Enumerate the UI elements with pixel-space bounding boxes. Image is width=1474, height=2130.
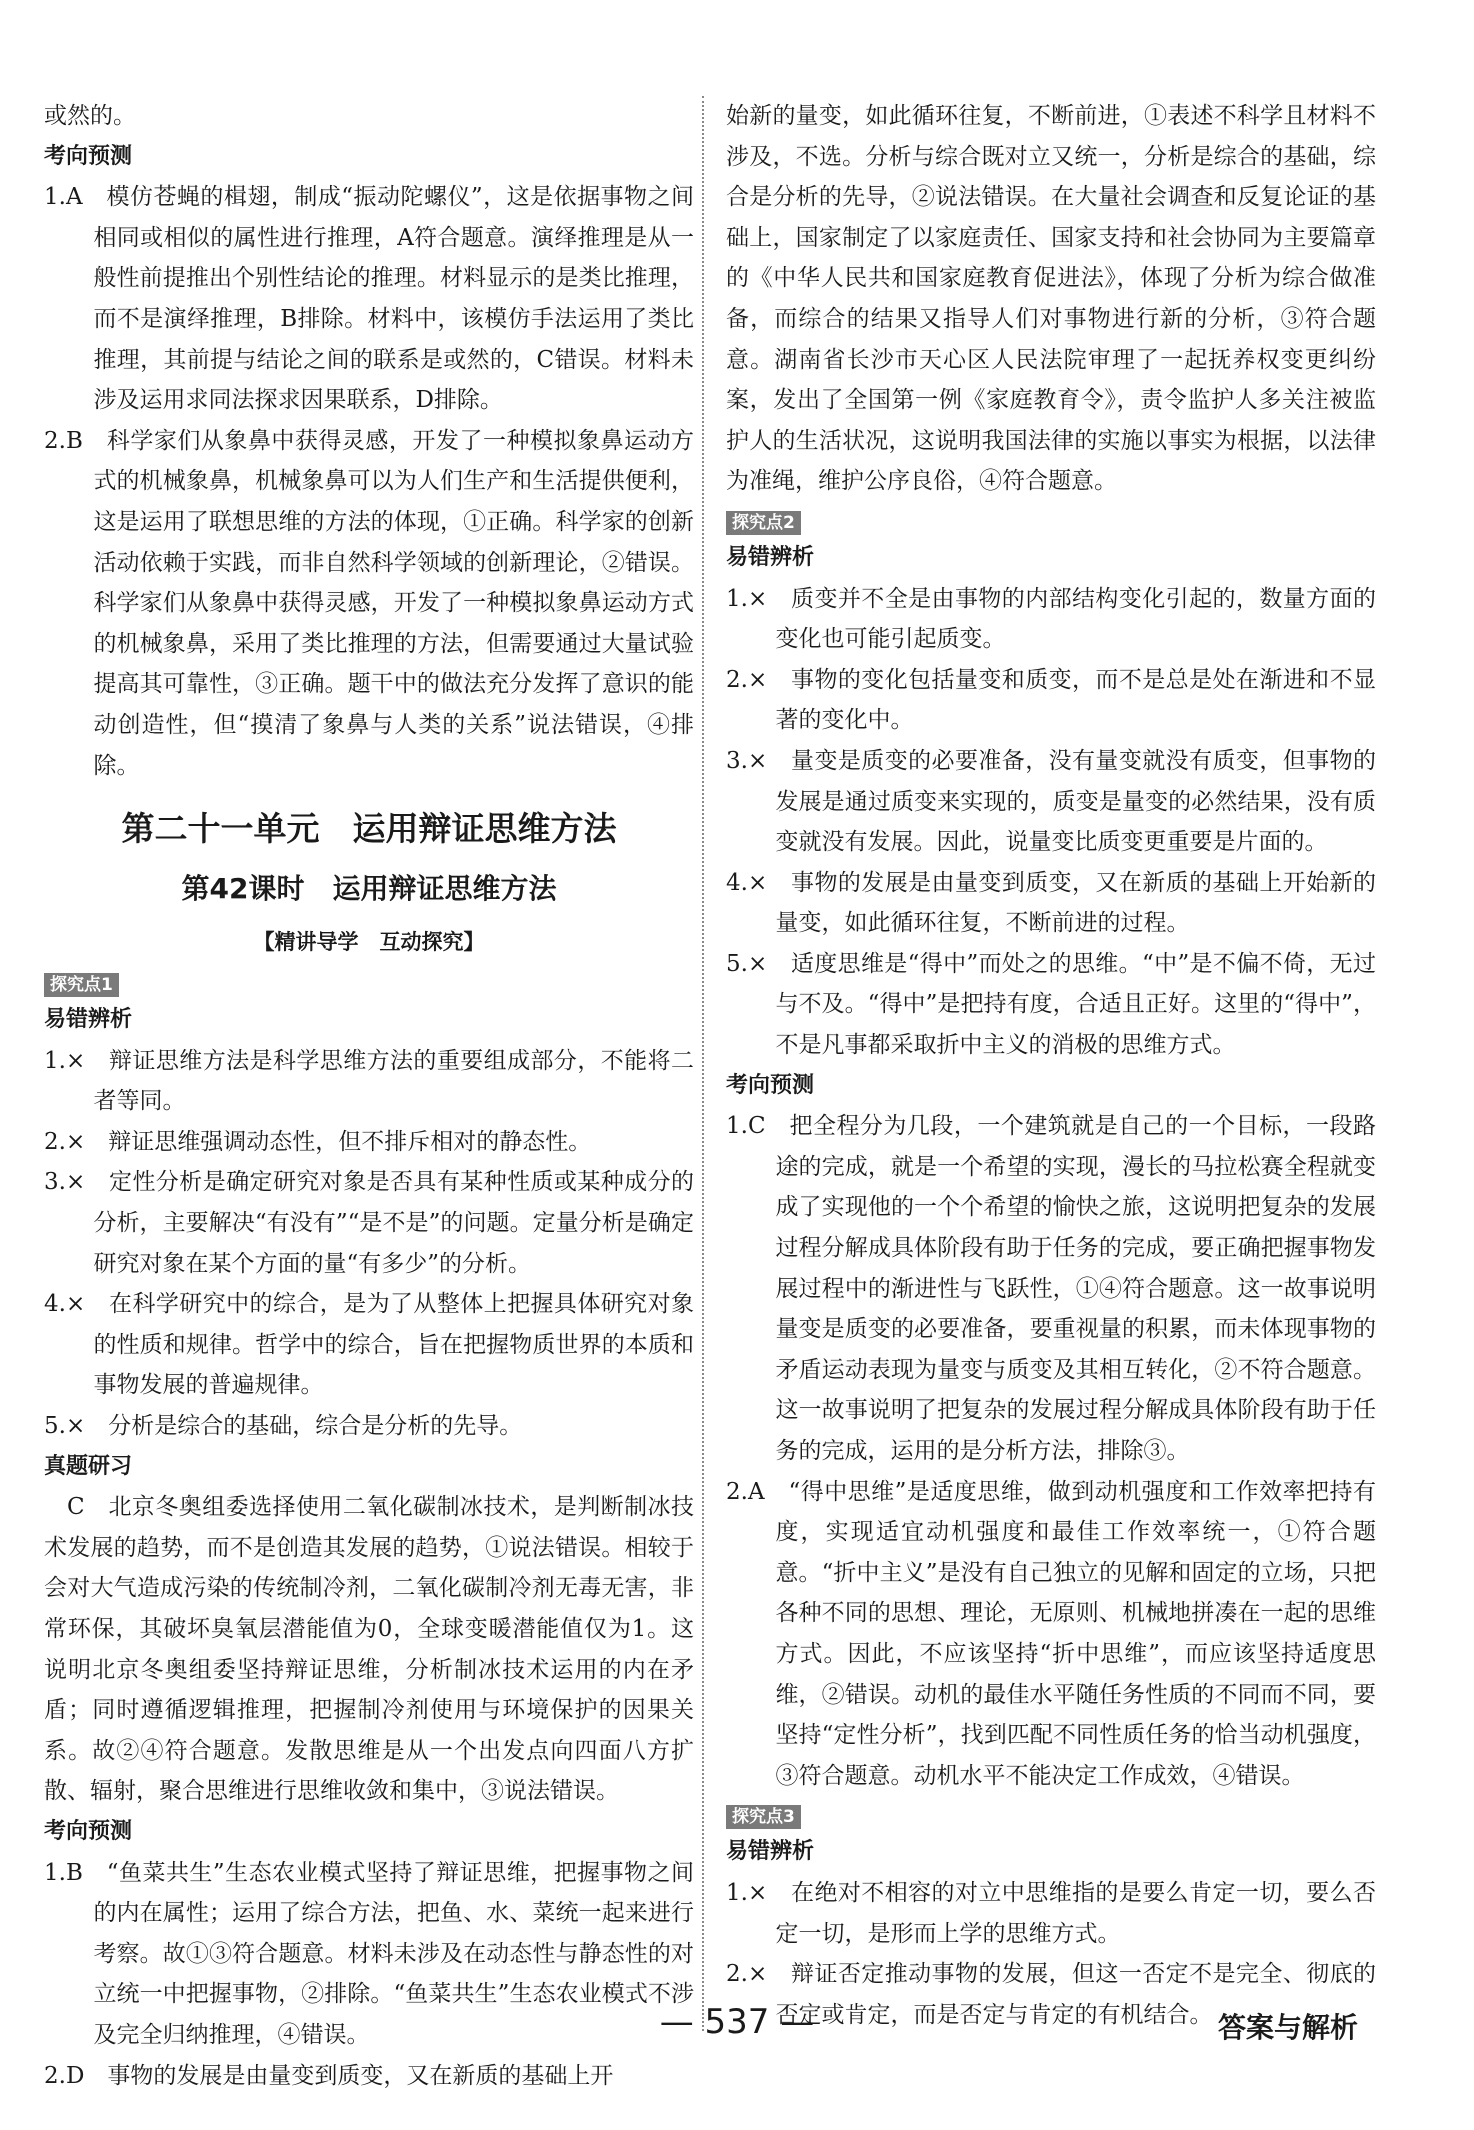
answer-item: 2.× 事物的变化包括量变和质变，而不是总是处在渐进和不显著的变化中。 bbox=[726, 666, 1376, 734]
sub-title: 【精讲导学 互动探究】 bbox=[253, 930, 485, 955]
answer-item: 4.× 事物的发展是由量变到质变，又在新质的基础上开始新的量变，如此循环往复，不断前进的过程。 bbox=[726, 869, 1376, 937]
answer-item: 1.B “鱼菜共生”生态农业模式坚持了辩证思维，把握事物之间的内在属性；运用了综合方法，把鱼、水、菜统一起来进行考察。故①③符合题意。材料未涉及在动态性与静态性的对立统一中把握事物，②排除。“鱼菜共生”生态农业模式不涉及完全归纳推理，④错误。 bbox=[44, 1859, 694, 2048]
section-badge: 探究点1 bbox=[44, 973, 119, 997]
answer-item: 2.D 事物的发展是由量变到质变，又在新质的基础上开 bbox=[44, 2062, 614, 2089]
answer-item: 1.× 在绝对不相容的对立中思维指的是要么肯定一切，要么否定一切，是形而上学的思维方式。 bbox=[726, 1879, 1376, 1947]
unit-title: 第二十一单元 运用辩证思维方法 bbox=[121, 809, 617, 849]
paragraph: 或然的。 bbox=[44, 103, 136, 129]
section-heading: 易错辨析 bbox=[726, 544, 815, 570]
answer-item: 2.A “得中思维”是适度思维，做到动机强度和工作效率把持有度，实现适宜动机强度和最佳工作效率统一，①符合题意。“折中主义”是没有自己独立的见解和固定的立场，只把各种不同的思想、理论，无原则、机械地拼凑在一起的思维方式。因此，不应该坚持“折中思维”，而应该坚持适度思维，②错误。动机的最佳水平随任务性质的不同而不同，要坚持“定性分析”，找到匹配不同性质任务的恰当动机强度，③符合题意。动机水平不能决定工作成效，④错误。 bbox=[726, 1478, 1376, 1789]
paragraph: 始新的量变，如此循环往复，不断前进，①表述不科学且材料不涉及，不选。分析与综合既对立又统一，分析是综合的基础，综合是分析的先导，②说法错误。在大量社会调查和反复论证的基础上，国家制定了以家庭责任、国家支持和社会协同为主要篇章的《中华人民共和国家庭教育促进法》，体现了分析为综合做准备，而综合的结果又指导人们对事物进行新的分析，③符合题意。湖南省长沙市天心区人民法院审理了一起抚养权变更纠纷案，发出了全国第一例《家庭教育令》，责令监护人多关注被监护人的生活状况，这说明我国法律的实施以事实为根据，以法律为准绳，维护公序良俗，④符合题意。 bbox=[726, 103, 1376, 495]
answer-item: 5.× 分析是综合的基础，综合是分析的先导。 bbox=[44, 1413, 523, 1440]
column-divider bbox=[702, 96, 704, 2031]
answer-item: 1.× 质变并不全是由事物的内部结构变化引起的，数量方面的变化也可能引起质变。 bbox=[726, 585, 1376, 653]
section-heading: 易错辨析 bbox=[726, 1839, 815, 1865]
answer-item: 3.× 定性分析是确定研究对象是否具有某种性质或某种成分的分析，主要解决“有没有”“是不是”的问题。定量分析是确定研究对象在某个方面的量“有多少”的分析。 bbox=[44, 1169, 694, 1277]
answer-item: 2.B 科学家们从象鼻中获得灵感，开发了一种模拟象鼻运动方式的机械象鼻，机械象鼻可以为人们生产和生活提供便利，这是运用了联想思维的方法的体现，①正确。科学家的创新活动依赖于实践，而非自然科学领域的创新理论，②错误。科学家们从象鼻中获得灵感，开发了一种模拟象鼻运动方式的机械象鼻，采用了类比推理的方法，但需要通过大量试验提高其可靠性，③正确。题干中的做法充分发挥了意识的能动创造性，但“摸清了象鼻与人类的关系”说法错误，④排除。 bbox=[44, 427, 694, 779]
answer-item: 1.A 模仿苍蝇的楫翅，制成“振动陀螺仪”，这是依据事物之间相同或相似的属性进行推理，A符合题意。演绎推理是从一般性前提推出个别性结论的推理。材料显示的是类比推理，而不是演绎推理，B排除。材料中，该模仿手法运用了类比推理，其前提与结论之间的联系是或然的，C错误。材料未涉及运用求同法探求因果联系，D排除。 bbox=[44, 184, 694, 414]
section-heading: 易错辨析 bbox=[44, 1007, 133, 1033]
section-heading: 考向预测 bbox=[44, 143, 133, 169]
right-column bbox=[726, 96, 1376, 2035]
section-heading: 真题研习 bbox=[44, 1453, 133, 1479]
section-heading: 考向预测 bbox=[44, 1818, 133, 1844]
section-badge: 探究点3 bbox=[726, 1805, 801, 1829]
section-badge: 探究点2 bbox=[726, 511, 801, 535]
section-heading: 考向预测 bbox=[726, 1072, 815, 1098]
left-column bbox=[44, 96, 694, 2096]
answer-item: 3.× 量变是质变的必要准备，没有量变就没有质变，但事物的发展是通过质变来实现的，质变是量变的必然结果，没有质变就没有发展。因此，说量变比质变更重要是片面的。 bbox=[726, 747, 1376, 856]
answer-item: 2.× 辩证思维强调动态性，但不排斥相对的静态性。 bbox=[44, 1128, 592, 1155]
answer-item: 1.× 辩证思维方法是科学思维方法的重要组成部分，不能将二者等同。 bbox=[44, 1047, 694, 1115]
paragraph: C 北京冬奥组委选择使用二氧化碳制冰技术，是判断制冰技术发展的趋势，而不是创造其发展的趋势，①说法错误。相较于会对大气造成污染的传统制冷剂，二氧化碳制冷剂无毒无害，非常环保，其破坏臭氧层潜能值为0，全球变暖潜能值仅为1。这说明北京冬奥组委坚持辩证思维，分析制冰技术运用的内在矛盾；同时遵循逻辑推理，把握制冷剂使用与环境保护的因果关系。故②④符合题意。发散思维是从一个出发点向四面八方扩散、辐射，聚合思维进行思维收敛和集中，③说法错误。 bbox=[44, 1494, 694, 1805]
lesson-title: 第42课时 运用辩证思维方法 bbox=[181, 872, 557, 906]
answer-item: 4.× 在科学研究中的综合，是为了从整体上把握具体研究对象的性质和规律。哲学中的综合，旨在把握物质世界的本质和事物发展的普遍规律。 bbox=[44, 1291, 694, 1399]
answer-item: 5.× 适度思维是“得中”而处之的思维。“中”是不偏不倚，无过与不及。“得中”是把持有度，合适且正好。这里的“得中”，不是凡事都采取折中主义的消极的思维方式。 bbox=[726, 950, 1376, 1059]
answer-item: 1.C 把全程分为几段，一个建筑就是自己的一个目标，一段路途的完成，就是一个希望的实现，漫长的马拉松赛全程就变成了实现他的一个个希望的愉快之旅，这说明把复杂的发展过程分解成具体阶段有助于任务的完成，要正确把握事物发展过程中的渐进性与飞跃性，①④符合题意。这一故事说明量变是质变的必要准备，要重视量的积累，而未体现事物的矛盾运动表现为量变与质变及其相互转化，②不符合题意。这一故事说明了把复杂的发展过程分解成具体阶段有助于任务的完成，运用的是分析方法，排除③。 bbox=[726, 1113, 1376, 1464]
page-number: — 537 — bbox=[659, 2002, 815, 2042]
footer-label: 答案与解析 bbox=[1217, 2011, 1358, 2044]
answer-item: 2.× 辩证否定推动事物的发展，但这一否定不是完全、彻底的否定或肯定，而是否定与肯定的有机结合。 bbox=[726, 1961, 1376, 2028]
